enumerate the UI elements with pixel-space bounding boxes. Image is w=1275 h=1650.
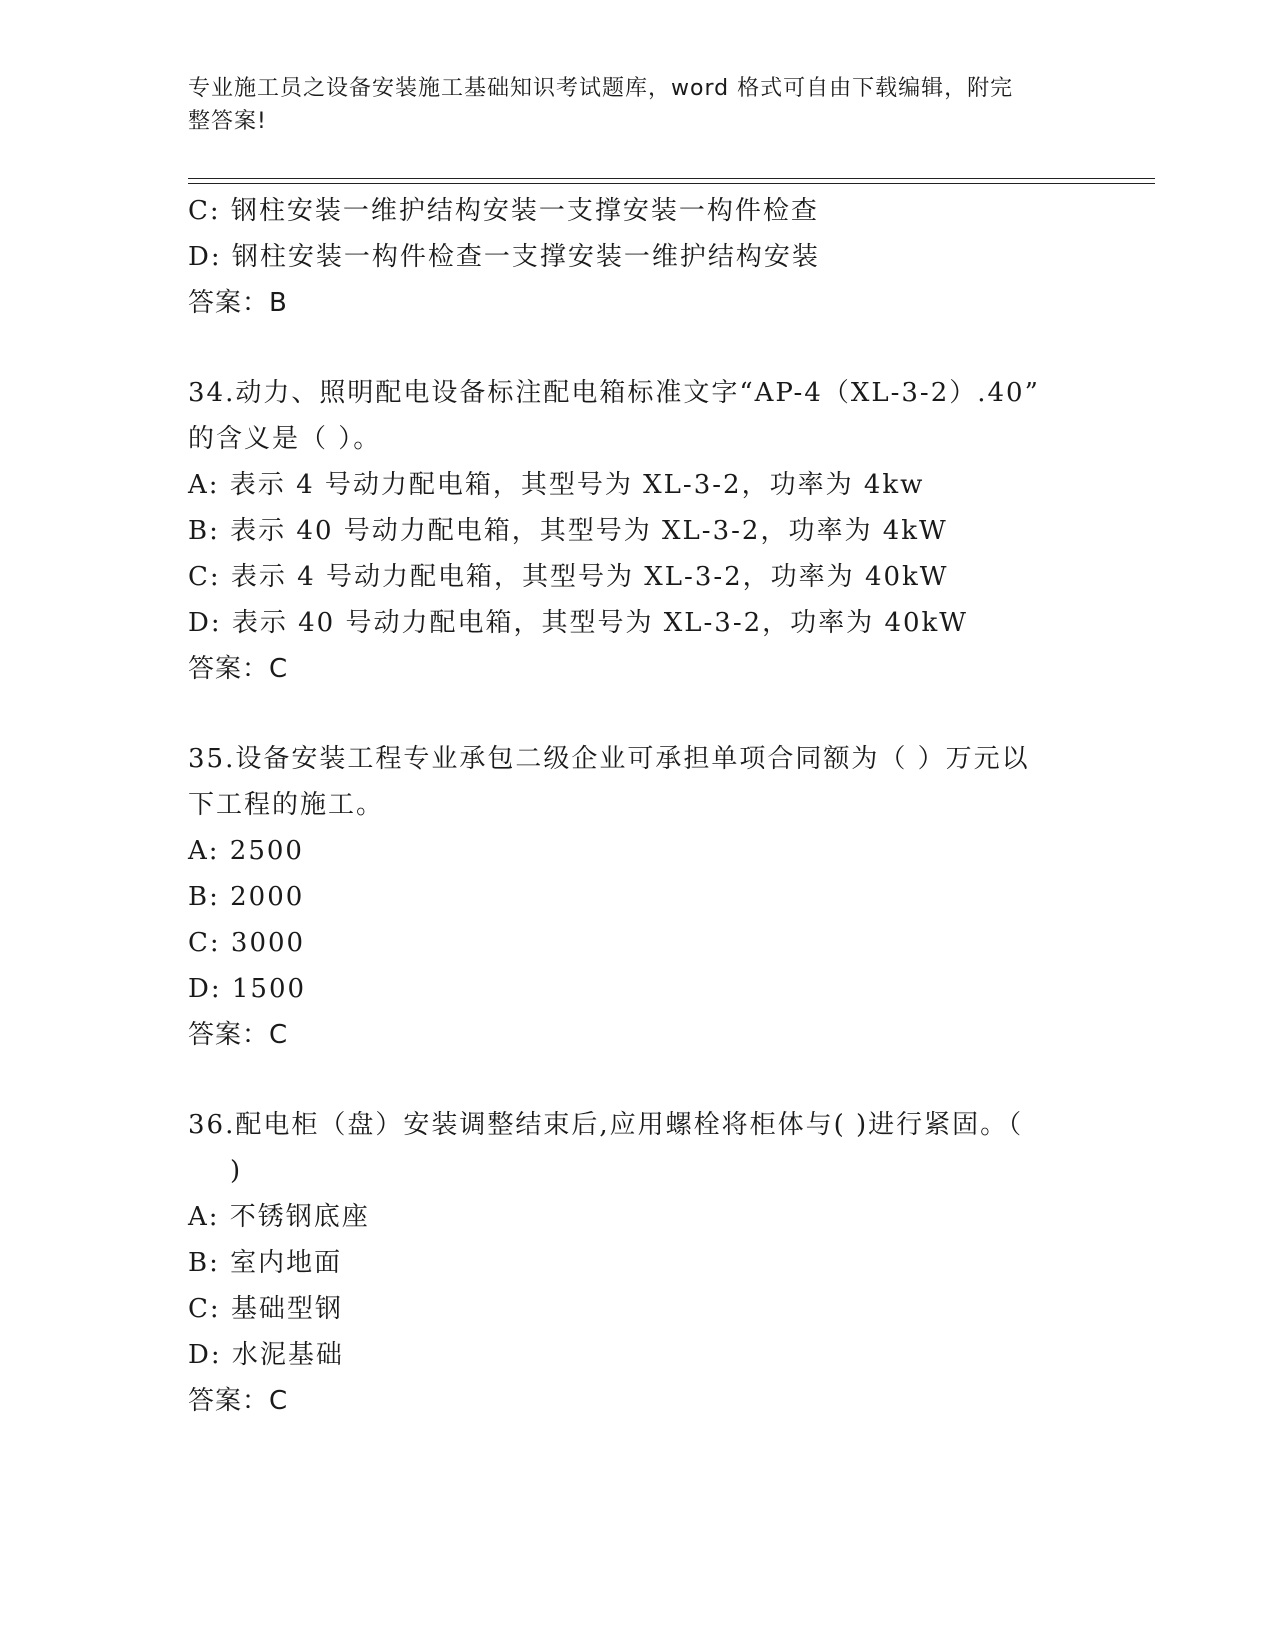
question-34 (188, 370, 1088, 692)
header-line-2: 整答案! (188, 109, 267, 134)
question-text-line-2: ) (230, 1156, 243, 1186)
answer: 答案：C (188, 654, 289, 684)
question-text-line-2: 的含义是（ ）。 (188, 424, 382, 454)
question-35 (188, 736, 1088, 1058)
header-divider-bottom (188, 183, 1155, 184)
answer: 答案：C (188, 1386, 289, 1416)
option-c: C: 基础型钢 (188, 1294, 343, 1324)
option-c: C: 3000 (188, 928, 306, 958)
option-d: D: 钢柱安装一构件检查一支撑安装一维护结构安装 (188, 242, 820, 272)
question-33-tail (188, 188, 1088, 326)
question-36 (188, 1102, 1088, 1424)
option-b: B: 室内地面 (188, 1248, 343, 1278)
option-d: D: 水泥基础 (188, 1340, 344, 1370)
option-a: A: 不锈钢底座 (188, 1202, 370, 1232)
question-text-line-1: 36.配电柜（盘）安装调整结束后,应用螺栓将柜体与( )进行紧固。（ (188, 1110, 1024, 1140)
answer: 答案：C (188, 1020, 289, 1050)
option-a: A: 表示 4 号动力配电箱，其型号为 XL-3-2，功率为 4kw (188, 470, 925, 500)
option-c: C: 钢柱安装一维护结构安装一支撑安装一构件检查 (188, 196, 819, 226)
header-line-1: 专业施工员之设备安装施工基础知识考试题库，word 格式可自由下载编辑，附完 (188, 76, 1014, 101)
option-a: A: 2500 (188, 836, 304, 866)
option-c: C: 表示 4 号动力配电箱，其型号为 XL-3-2，功率为 40kW (188, 562, 949, 592)
option-d: D: 1500 (188, 974, 307, 1004)
option-b: B: 2000 (188, 882, 305, 912)
document-body (188, 188, 1088, 1424)
option-b: B: 表示 40 号动力配电箱，其型号为 XL-3-2，功率为 4kW (188, 516, 948, 546)
answer: 答案：B (188, 288, 288, 318)
question-text-line-1: 34.动力、照明配电设备标注配电箱标准文字“AP-4（XL-3-2）.40” (188, 378, 1040, 408)
option-d: D: 表示 40 号动力配电箱，其型号为 XL-3-2，功率为 40kW (188, 608, 969, 638)
header-divider-top (188, 178, 1155, 179)
question-text-line-2: 下工程的施工。 (188, 790, 385, 820)
document-header (188, 72, 1068, 138)
question-text-line-1: 35.设备安装工程专业承包二级企业可承担单项合同额为（ ）万元以 (188, 744, 1030, 774)
